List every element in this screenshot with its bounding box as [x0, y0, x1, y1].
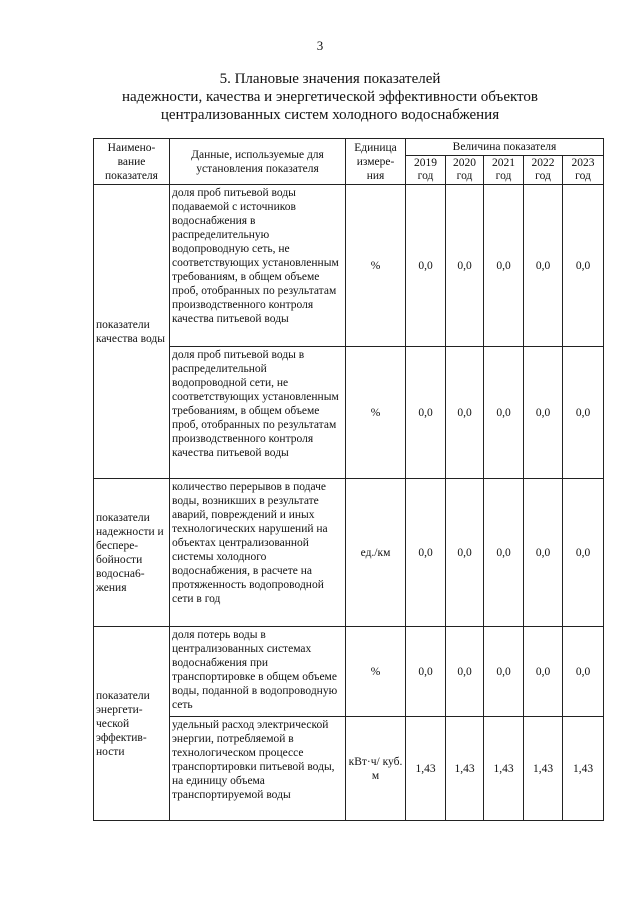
value-cell: 0,0	[524, 479, 563, 627]
value-cell: 0,0	[484, 479, 524, 627]
value-cell: 0,0	[563, 347, 604, 479]
header-data: Данные, используемые для установления показателя	[170, 139, 346, 185]
value-cell: 0,0	[484, 185, 524, 347]
header-value-group: Величина показателя	[406, 139, 604, 156]
row-description: доля проб питьевой воды подаваемой с источников водоснабжения в распределительную водопроводную сеть, не соответствующих установленным требованиям, в общем объеме проб, отобранных по результатам производственного контроля качества питьевой воды	[170, 185, 346, 347]
page-title	[70, 70, 590, 124]
table-row	[94, 479, 604, 627]
header-name: Наимено- вание показателя	[94, 139, 170, 185]
value-cell: 0,0	[524, 185, 563, 347]
row-unit: ед./км	[346, 479, 406, 627]
header-year: 2019 год	[406, 156, 446, 185]
title-line-1: 5. Плановые значения показателей	[219, 71, 441, 87]
header-year: 2021 год	[484, 156, 524, 185]
group-label: показатели энергети- ческой эффектив- ности	[94, 627, 170, 821]
value-cell: 0,0	[484, 627, 524, 717]
row-description: количество перерывов в подаче воды, возникших в результате аварий, повреждений и иных технологических нарушений на объектах централизованной системы холодного водоснабжения, в расчете на протяженность водопроводной сети в год	[170, 479, 346, 627]
value-cell: 1,43	[563, 717, 604, 821]
value-cell: 1,43	[524, 717, 563, 821]
header-year: 2022 год	[524, 156, 563, 185]
table-row	[94, 717, 604, 821]
value-cell: 0,0	[446, 185, 484, 347]
table-row	[94, 627, 604, 717]
value-cell: 0,0	[406, 185, 446, 347]
value-cell: 0,0	[524, 347, 563, 479]
value-cell: 1,43	[406, 717, 446, 821]
header-year: 2020 год	[446, 156, 484, 185]
title-line-3: централизованных систем холодного водоснабжения	[160, 107, 500, 123]
value-cell: 1,43	[484, 717, 524, 821]
value-cell: 0,0	[406, 479, 446, 627]
row-unit: %	[346, 627, 406, 717]
row-unit: %	[346, 347, 406, 479]
value-cell: 0,0	[406, 347, 446, 479]
row-unit: кВт·ч/ куб. м	[346, 717, 406, 821]
table-row	[94, 347, 604, 479]
row-description: доля проб питьевой воды в распределительной водопроводной сети, не соответствующих установленным требованиям, в общем объеме проб, отобранных по результатам производственного контроля качества питьевой воды	[170, 347, 346, 479]
value-cell: 0,0	[563, 185, 604, 347]
group-label: показатели качества воды	[94, 185, 170, 479]
value-cell: 0,0	[446, 627, 484, 717]
table-row	[94, 185, 604, 347]
row-description: удельный расход электрической энергии, потребляемой в технологическом процессе транспортировки питьевой воды, на единицу объема транспортируемой воды	[170, 717, 346, 821]
value-cell: 0,0	[484, 347, 524, 479]
value-cell: 0,0	[524, 627, 563, 717]
value-cell: 1,43	[446, 717, 484, 821]
header-unit: Единица измере- ния	[346, 139, 406, 185]
value-cell: 0,0	[563, 479, 604, 627]
indicators-table	[93, 138, 604, 821]
group-label: показатели надежности и беспере- бойности водосна6- жения	[94, 479, 170, 627]
value-cell: 0,0	[446, 479, 484, 627]
page-number: 3	[316, 38, 324, 53]
header-year: 2023 год	[563, 156, 604, 185]
row-description: доля потерь воды в централизованных системах водоснабжения при транспортировке в общем объеме воды, поданной в водопроводную сеть	[170, 627, 346, 717]
value-cell: 0,0	[563, 627, 604, 717]
value-cell: 0,0	[406, 627, 446, 717]
title-line-2: надежности, качества и энергетической эффективности объектов	[121, 89, 538, 105]
row-unit: %	[346, 185, 406, 347]
value-cell: 0,0	[446, 347, 484, 479]
